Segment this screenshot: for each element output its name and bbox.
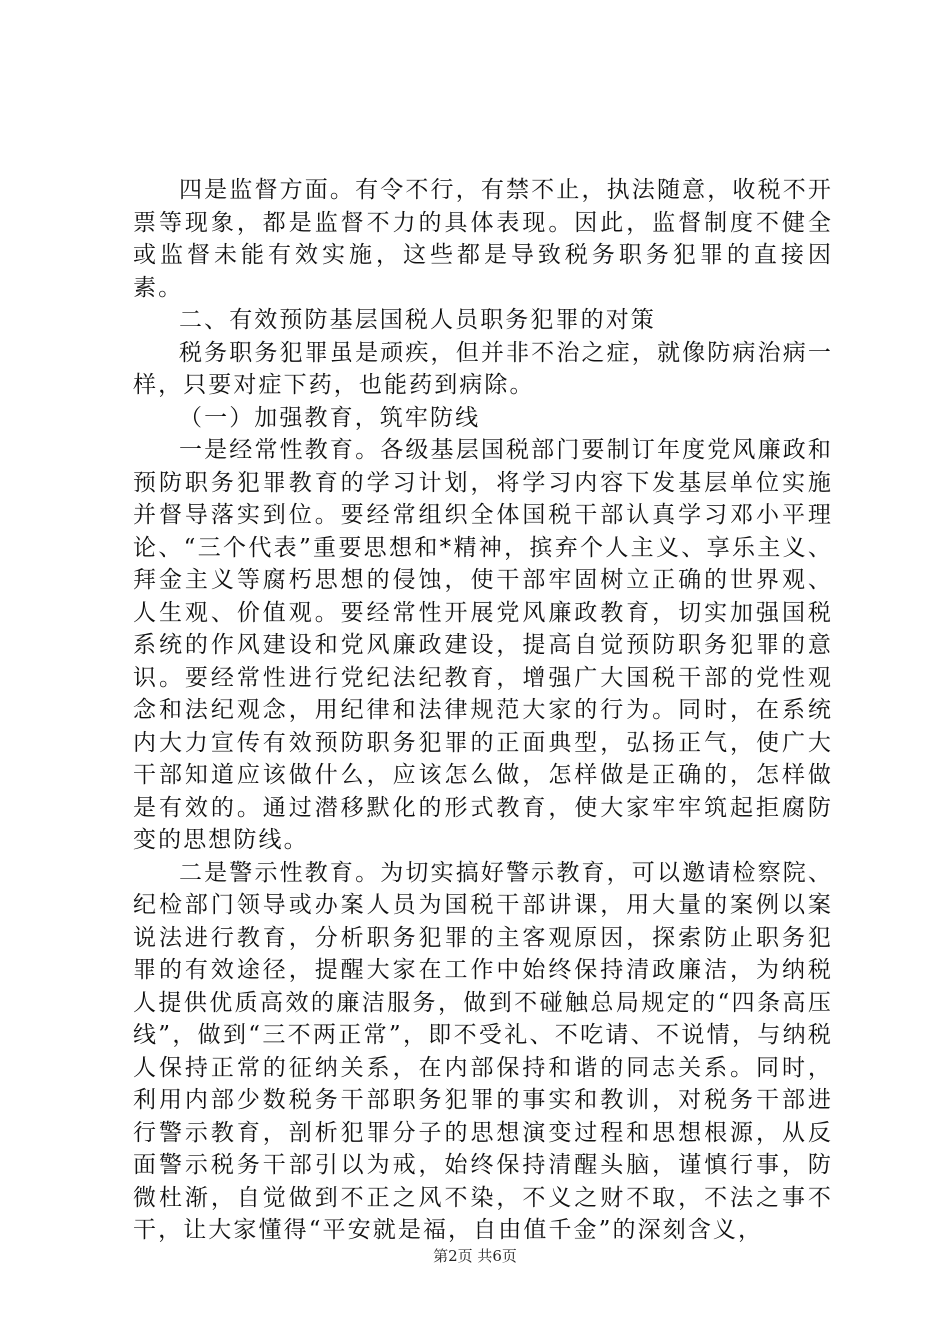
- section-heading-countermeasures: 二、有效预防基层国税人员职务犯罪的对策: [179, 307, 656, 333]
- paragraph-regular-education: 一是经常性教育。各级基层国税部门要制订年度党风廉政和预防职务犯罪教育的学习计划，将学习内容下发基层单位实施并督导落实到位。要经常组织全体国税干部认真学习邓小平理论、“三个代表”重要思想和*精神，摈弃个人主义、享乐主义、拜金主义等腐朽思想的侵蚀，使干部牢固树立正确的世界观、人生观、价值观。要经常性开展党风廉政教育，切实加强国税系统的作风建设和党风廉政建设，提高自觉预防职务犯罪的意识。要经常性进行党纪法纪教育，增强广大国税干部的党性观念和法纪观念，用纪律和法律规范大家的行为。同时，在系统内大力宣传有效预防职务犯罪的正面典型，弘扬正气，使广大干部知道应该做什么，应该怎么做，怎样做是正确的，怎样做是有效的。通过潜移默化的形式教育，使大家牢牢筑起拒腐防变的思想防线。: [133, 437, 833, 853]
- paragraph-warning-education: 二是警示性教育。为切实搞好警示教育，可以邀请检察院、纪检部门领导或办案人员为国税干部讲课，用大量的案例以案说法进行教育，分析职务犯罪的主客观原因，探索防止职务犯罪的有效途径，提醒大家在工作中始终保持清政廉洁，为纳税人提供优质高效的廉洁服务，做到不碰触总局规定的“四条高压线”，做到“三不两正常”，即不受礼、不吃请、不说情，与纳税人保持正常的征纳关系，在内部保持和谐的同志关系。同时，利用内部少数税务干部职务犯罪的事实和教训，对税务干部进行警示教育，剖析犯罪分子的思想演变过程和思想根源，从反面警示税务干部引以为戒，始终保持清醒头脑，谨慎行事，防微杜渐，自觉做到不正之风不染，不义之财不取，不法之事不干，让大家懂得“平安就是福，自由值千金”的深刻含义，: [133, 859, 833, 1243]
- subsection-heading-education: （一）加强教育，筑牢防线: [179, 404, 481, 431]
- paragraph-supervision: 四是监督方面。有令不行，有禁不止，执法随意，收税不开票等现象，都是监督不力的具体表现。因此，监督制度不健全或监督未能有效实施，这些都是导致税务职务犯罪的直接因素。: [133, 177, 833, 301]
- paragraph-intro: 税务职务犯罪虽是顽疾，但并非不治之症，就像防病治病一样，只要对症下药，也能药到病除。: [133, 339, 833, 398]
- document-body: [133, 174, 833, 1247]
- page-footer: 第2页 共6页: [433, 1247, 517, 1265]
